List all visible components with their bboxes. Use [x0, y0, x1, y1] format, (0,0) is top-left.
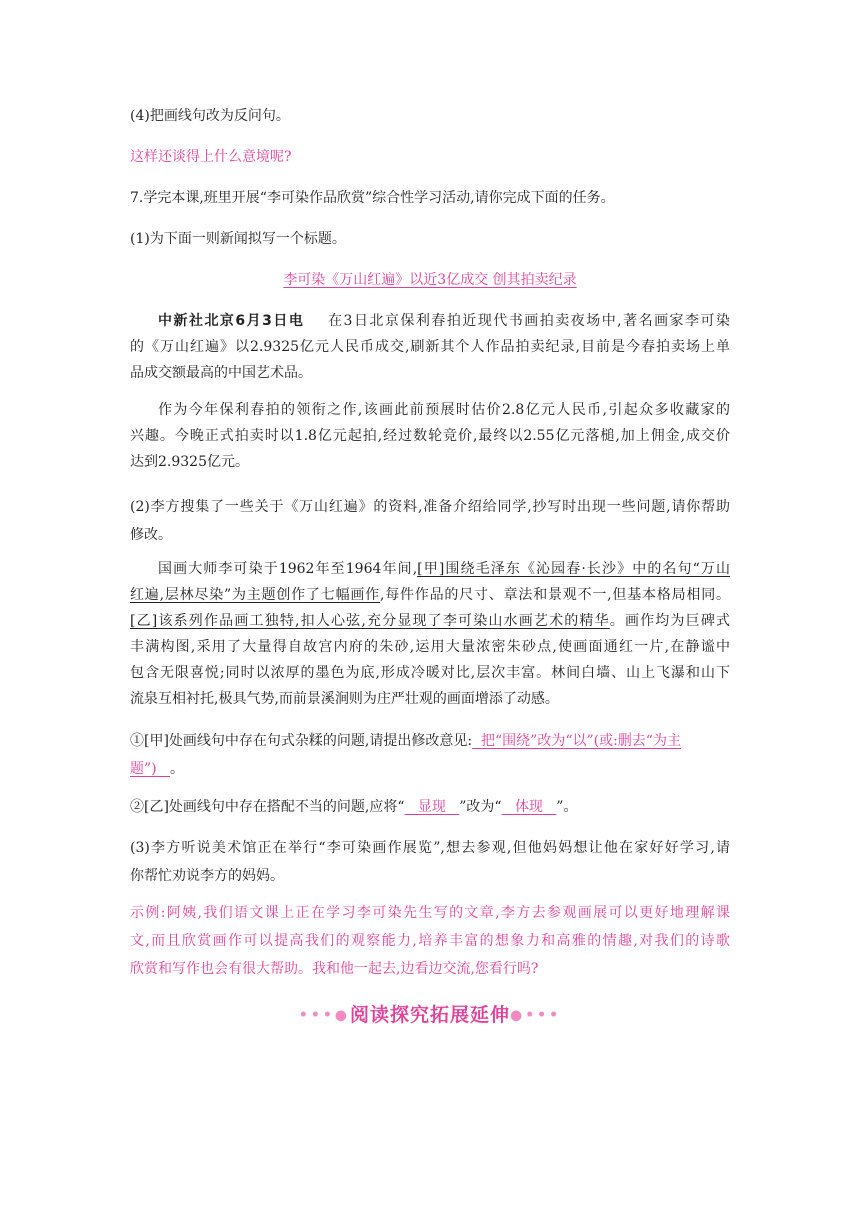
news-p2-line-3: 达到2.9325亿元。: [130, 454, 249, 470]
passage-line-1: 国画大师李可染于1962年至1964年间,[甲]围绕毛泽东《沁园春·长沙》中的名句“万山: [158, 561, 730, 577]
passage-line-5: 包含无限喜悦;同时以浓厚的墨色为底,形成冷暖对比,层次丰富。林间白墙、山上飞瀑和山下: [130, 665, 730, 681]
passage-line-2: 红遍,层林尽染”为主题创作了七幅画作,每件作品的尺寸、章法和景观不一,但基本格局相同。: [130, 587, 731, 603]
question-7-3: [130, 834, 730, 890]
answer-yi-replacement: 体现: [514, 799, 543, 815]
passage-line-6: 流泉互相衬托,极具气势,而前景溪涧则为庄严壮观的画面增添了动感。: [130, 691, 559, 707]
question-7-2-line-1: (2)李方搜集了一些关于《万山红遍》的资料,准备介绍给同学,抄写时出现一些问题,请你帮助: [130, 499, 730, 515]
dots-left-decoration: •••●: [298, 1007, 350, 1024]
answer-yi-original: 显现: [417, 799, 446, 815]
section-banner: [0, 1000, 860, 1027]
news-paragraph-2: [130, 397, 730, 475]
question-6-4: (4)把画线句改为反问句。: [130, 108, 290, 124]
question-7-2-1-line-1: ①[甲]处画线句中存在句式杂糅的问题,请提出修改意见: 把“围绕”改为“以”(或:删去“为主: [130, 733, 681, 749]
news-p1-line-2: 的《万山红遍》以2.9325亿元人民币成交,刷新其个人作品拍卖纪录,目前是今春拍卖场上单: [130, 339, 730, 355]
question-6-4-answer: 这样还谈得上什么意境呢?: [130, 149, 292, 165]
news-p1-line-1: 中新社北京6月3日电 在3日北京保利春拍近现代书画拍卖夜场中,著名画家李可染: [158, 313, 731, 329]
question-7-3-line-2: 你帮忙劝说李方的妈妈。: [130, 868, 284, 884]
dots-right-decoration: ●•••: [510, 1007, 562, 1024]
underlined-sentence-jia-part-1: [甲]围绕毛泽东《沁园春·长沙》中的名句“万山: [417, 561, 730, 577]
question-7-2: [130, 493, 730, 549]
answer-7-3-line-1: 示例:阿姨,我们语文课上正在学习李可染先生写的文章,李方去参观画展可以更好地理解课: [130, 905, 730, 921]
question-7-2-1-line-2: 题”) 。: [130, 761, 184, 777]
answer-7-3-line-2: 文,而且欣赏画作可以提高我们的观察能力,培养丰富的想象力和高雅的情趣,对我们的诗歌: [130, 933, 730, 949]
news-title-answer: 李可染《万山红遍》以近3亿成交 创其拍卖纪录: [283, 272, 577, 288]
answer-jia-part-1: 把“围绕”改为“以”(或:删去“为主: [481, 733, 681, 749]
question-7-2-line-2: 修改。: [130, 527, 172, 543]
news-paragraph-1: [130, 308, 730, 386]
question-7-2-1: [130, 727, 730, 783]
underlined-sentence-yi: [乙]该系列作品画工独特,扣人心弦,充分显现了李可染山水画艺术的精华: [130, 613, 610, 629]
question-7-2-2: ②[乙]处画线句中存在搭配不当的问题,应将“ 显现 ”改为“ 体现 ”。: [130, 799, 578, 815]
news-p2-line-1: 作为今年保利春拍的领衔之作,该画此前预展时估价2.8亿元人民币,引起众多收藏家的: [158, 402, 730, 418]
underlined-sentence-jia-part-2: 红遍,层林尽染”为主题创作了七幅画作: [130, 587, 380, 603]
question-7-1: (1)为下面一则新闻拟写一个标题。: [130, 231, 346, 247]
passage-line-4: 丰满构图,采用了大量得自故宫内府的朱砂,运用大量浓密朱砂点,使画面通红一片,在静谧中: [130, 639, 730, 655]
answer-jia-part-2: 题”): [130, 761, 157, 777]
news-p2-line-2: 兴趣。今晚正式拍卖时以1.8亿元起拍,经过数轮竞价,最终以2.55亿元落槌,加上佣金,成交价: [130, 428, 730, 444]
answer-7-3-line-3: 欣赏和写作也会有很大帮助。我和他一起去,边看边交流,您看行吗?: [130, 961, 539, 977]
passage-line-3: [乙]该系列作品画工独特,扣人心弦,充分显现了李可染山水画艺术的精华。画作均为巨碑式: [130, 613, 731, 629]
question-7-3-answer: [130, 899, 730, 983]
question-7: 7.学完本课,班里开展“李可染作品欣赏”综合性学习活动,请你完成下面的任务。: [130, 190, 615, 206]
news-p1-line-3: 品成交额最高的中国艺术品。: [130, 365, 312, 381]
section-title: 阅读探究拓展延伸: [349, 1004, 510, 1026]
question-7-3-line-1: (3)李方听说美术馆正在举行“李可染画作展览”,想去参观,但他妈妈想让他在家好好学习,请: [130, 840, 730, 856]
passage: [130, 556, 730, 712]
news-dateline: 中新社北京6月3日电: [158, 313, 305, 329]
